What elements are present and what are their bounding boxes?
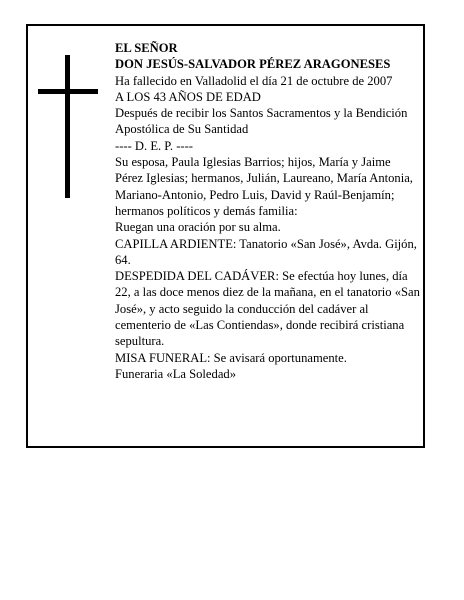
sacraments-line: Después de recibir los Santos Sacramentos y la Bendición Apostólica de Su Santidad [115, 106, 408, 137]
funeral-mass-line: MISA FUNERAL: Se avisará oportunamente. [115, 350, 347, 365]
cross-icon [38, 55, 98, 198]
obituary-text [115, 40, 421, 382]
chapel-paragraph: CAPILLA ARDIENTE: Tanatorio «San José», Avda. Gijón, 64. [115, 236, 417, 267]
age-line: A LOS 43 AÑOS DE EDAD [115, 89, 261, 104]
cross-horizontal-bar [38, 89, 98, 94]
obituary-notice [26, 24, 425, 448]
prayer-line: Ruegan una oración por su alma. [115, 220, 281, 235]
family-paragraph: Su esposa, Paula Iglesias Barrios; hijos, María y Jaime Pérez Iglesias; hermanos, Julián, Laureano, María Antonia, Mariano-Antonio, Pedro Luis, David y Raúl-Benjamín; hermanos políticos y demás familia: [115, 155, 413, 218]
dep-line: ---- D. E. P. ---- [115, 138, 193, 153]
funeral-home-line: Funeraria «La Soledad» [115, 366, 236, 381]
deceased-name: DON JESÚS-SALVADOR PÉREZ ARAGONESES [115, 57, 391, 72]
farewell-paragraph: DESPEDIDA DEL CADÁVER: Se efectúa hoy lunes, día 22, a las doce menos diez de la mañana, en el tanatorio «San José», y acto seguido la conducción del cadáver al cementerio de «Las Contiendas», donde recibirá cristiana sepultura. [115, 269, 420, 349]
death-info: Ha fallecido en Valladolid el día 21 de octubre de 2007 [115, 73, 393, 88]
title-line-1: EL SEÑOR [115, 41, 178, 55]
cross-vertical-bar [65, 55, 70, 198]
